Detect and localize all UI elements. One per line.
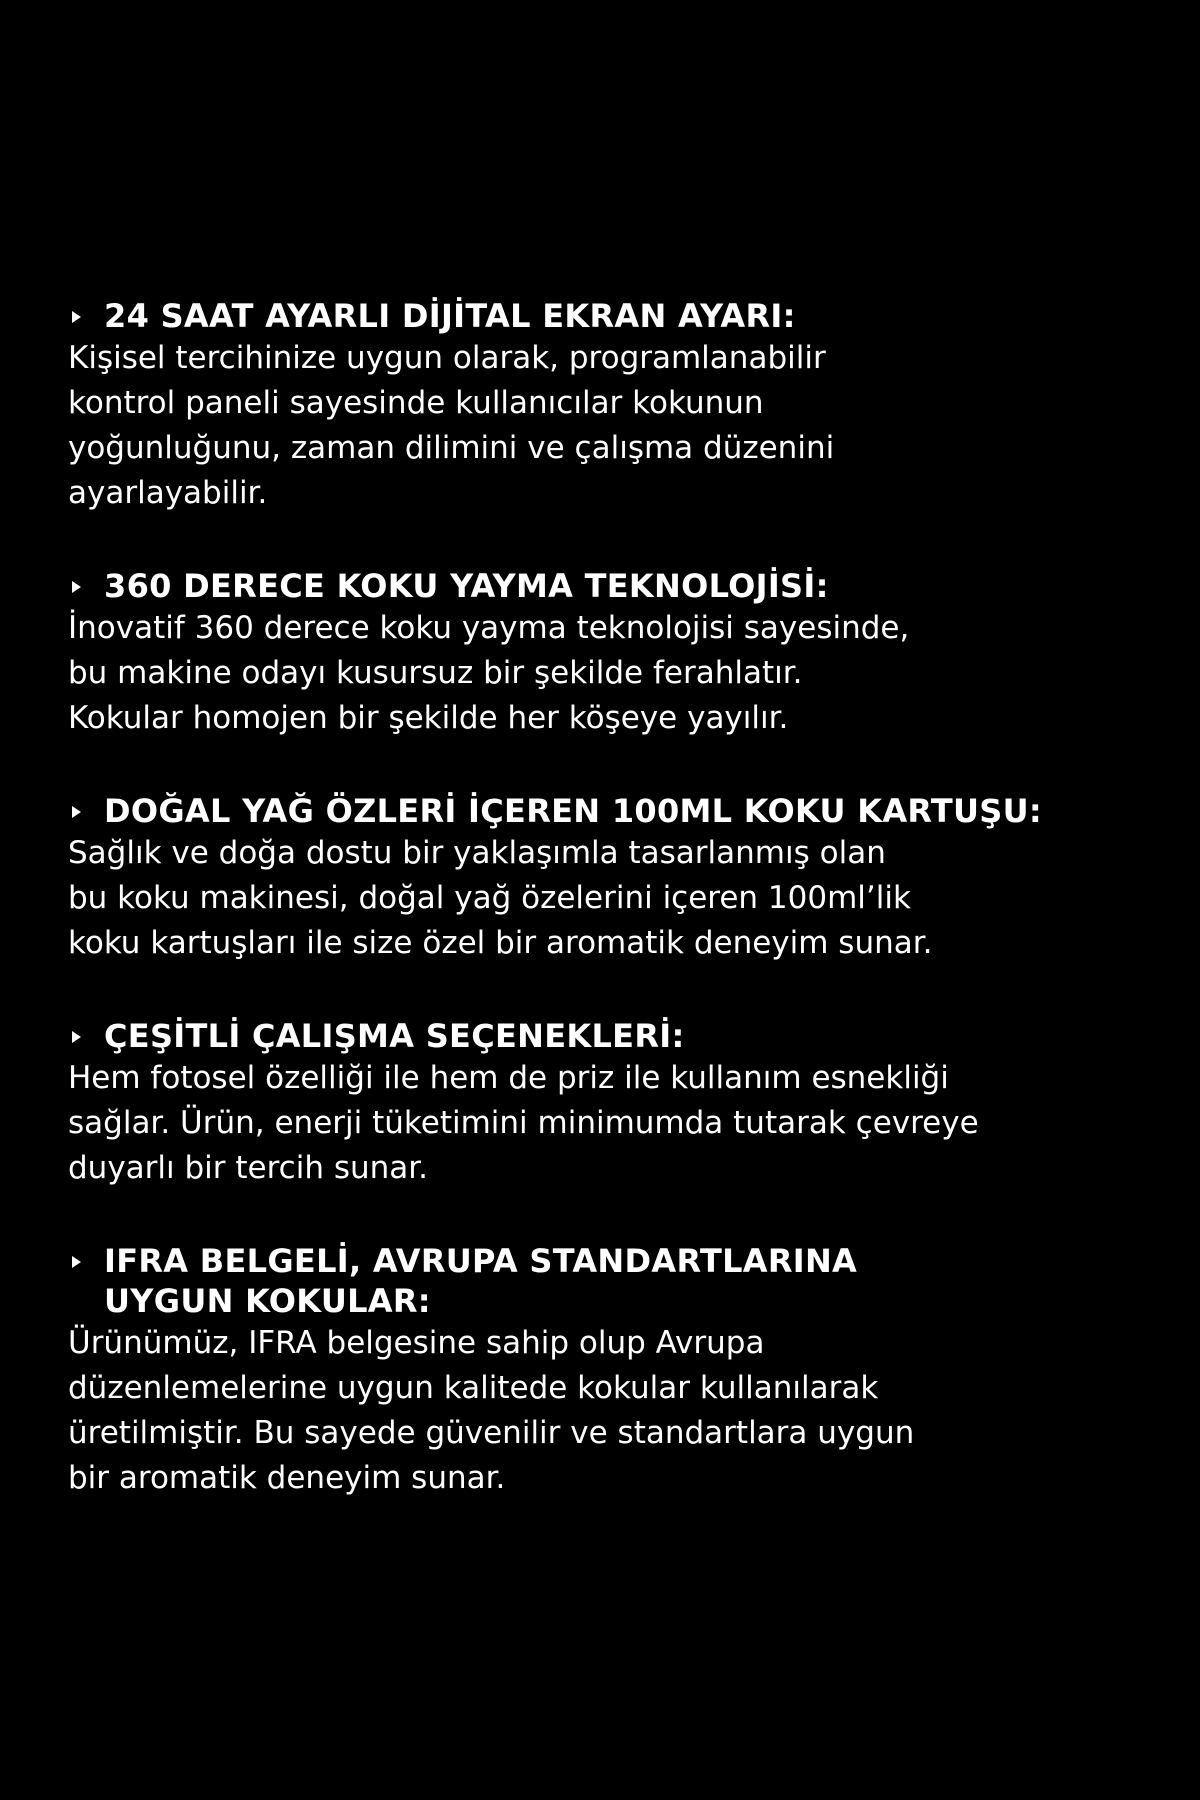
triangle-right-icon [72,581,81,593]
description-line: koku kartuşları ile size özel bir aromatik deneyim sunar. [68,925,933,961]
description-line: Hem fotosel özelliği ile hem de priz ile kullanım esnekliği [68,1060,949,1096]
description-line: bu koku makinesi, doğal yağ özelerini içeren 100ml’lik [68,880,911,916]
feature-heading-text: DOĞAL YAĞ ÖZLERİ İÇEREN 100ML KOKU KARTUŞU: [104,792,1043,830]
feature-list [68,296,1168,1501]
description-line: Kişisel tercihinize uygun olarak, programlanabilir [68,340,826,376]
feature-heading [68,1241,1168,1321]
feature-ifra-certified [68,1241,1168,1501]
description-line: Ürünümüz, IFRA belgesine sahip olup Avrupa [68,1325,765,1361]
feature-heading [68,1016,1168,1056]
feature-heading-text: IFRA BELGELİ, AVRUPA STANDARTLARINA [104,1242,858,1280]
description-line: üretilmiştir. Bu sayede güvenilir ve standartlara uygun [68,1415,915,1451]
feature-description [68,1321,1168,1501]
description-line: Sağlık ve doğa dostu bir yaklaşımla tasarlanmış olan [68,835,886,871]
feature-operating-options [68,1016,1168,1191]
description-line: duyarlı bir tercih sunar. [68,1150,429,1186]
feature-description [68,1056,1168,1191]
description-line: ayarlayabilir. [68,475,268,511]
description-line: kontrol paneli sayesinde kullanıcılar kokunun [68,385,764,421]
feature-heading-text: 24 SAAT AYARLI DİJİTAL EKRAN AYARI: [104,297,796,335]
feature-360-diffusion [68,566,1168,741]
feature-description [68,606,1168,741]
feature-digital-display [68,296,1168,516]
triangle-right-icon [72,806,81,818]
feature-heading-text: UYGUN KOKULAR: [104,1282,431,1320]
triangle-right-icon [72,1031,81,1043]
description-line: sağlar. Ürün, enerji tüketimini minimumda tutarak çevreye [68,1105,979,1141]
description-line: Kokular homojen bir şekilde her köşeye yayılır. [68,700,789,736]
feature-heading-text: ÇEŞİTLİ ÇALIŞMA SEÇENEKLERİ: [104,1017,685,1055]
description-line: İnovatif 360 derece koku yayma teknolojisi sayesinde, [68,610,910,646]
feature-heading-text: 360 DERECE KOKU YAYMA TEKNOLOJİSİ: [104,567,829,605]
description-line: bu makine odayı kusursuz bir şekilde ferahlatır. [68,655,803,691]
feature-heading [68,296,1168,336]
description-line: yoğunluğunu, zaman dilimini ve çalışma düzenini [68,430,835,466]
description-line: bir aromatik deneyim sunar. [68,1460,506,1496]
triangle-right-icon [72,1256,81,1268]
feature-heading [68,566,1168,606]
feature-oil-cartridge [68,791,1168,966]
feature-heading [68,791,1168,831]
feature-description [68,831,1168,966]
description-line: düzenlemelerine uygun kalitede kokular kullanılarak [68,1370,879,1406]
feature-description [68,336,1168,516]
triangle-right-icon [72,311,81,323]
